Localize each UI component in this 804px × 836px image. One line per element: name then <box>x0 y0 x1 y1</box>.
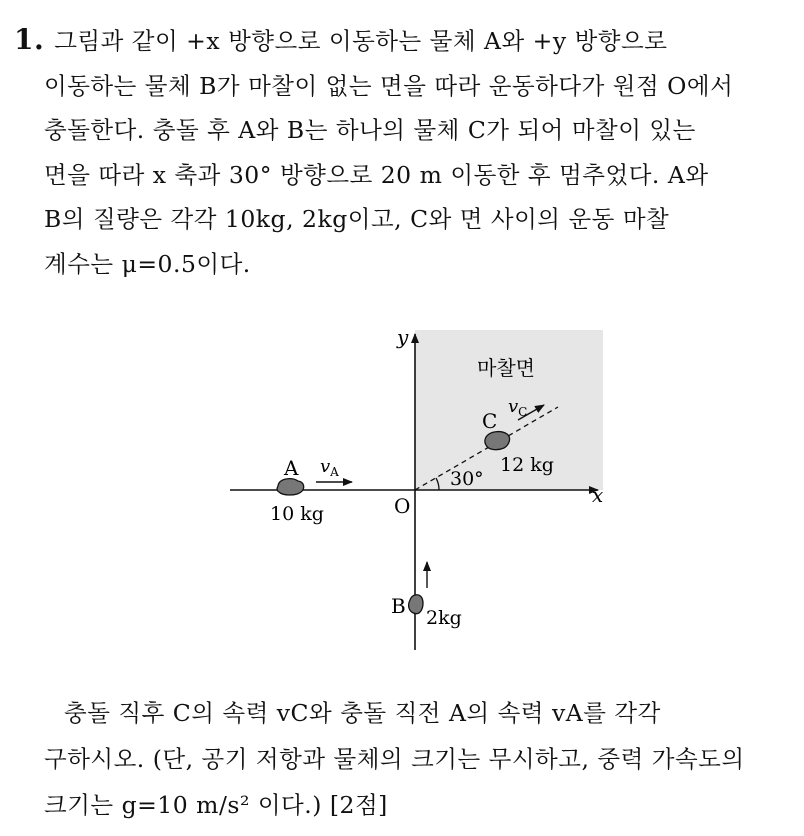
object-a-mass: 10 kg <box>270 503 324 525</box>
problem-line-4: 면을 따라 x 축과 30° 방향으로 20 m 이동한 후 멈추었다. A와 <box>44 160 709 189</box>
question <box>44 690 794 828</box>
problem-line-3: 충돌한다. 충돌 후 A와 B는 하나의 물체 C가 되어 마찰이 있는 <box>44 116 696 144</box>
object-a-label: A <box>284 456 299 480</box>
object-c-velocity-label: $v_C$ <box>508 396 528 419</box>
origin-label: O <box>394 494 411 518</box>
object-c-shape <box>485 432 510 450</box>
object-a-shape <box>277 479 304 495</box>
problem-line-1: 1. 그림과 같이 +x 방향으로 이동하는 물체 A와 +y 방향으로 <box>14 23 668 56</box>
problem-line-6: 계수는 μ=0.5이다. <box>44 249 251 278</box>
question-line-3: 크기는 g=10 m/s² 이다.) [2점] <box>44 791 388 819</box>
problem-line-2: 이동하는 물체 B가 마찰이 없는 면을 따라 운동하다가 원점 O에서 <box>44 71 734 100</box>
collision-figure <box>0 320 804 660</box>
collision-diagram <box>0 320 804 660</box>
object-c-mass: 12 kg <box>500 454 554 476</box>
problem-number: 1. <box>14 23 45 56</box>
problem-statement <box>14 18 794 286</box>
object-c-label: C <box>482 409 498 433</box>
object-b-shape <box>409 595 423 614</box>
y-axis-label: y <box>397 325 409 349</box>
question-line-2: 구하시오. (단, 공기 저항과 물체의 크기는 무시하고, 중력 가속도의 <box>44 745 745 773</box>
friction-surface-label: 마찰면 <box>477 356 535 380</box>
object-b-mass: 2kg <box>426 607 462 629</box>
angle-label: 30° <box>450 468 484 490</box>
object-a-velocity-label: $v_A$ <box>320 456 339 479</box>
object-b-label: B <box>391 594 406 618</box>
x-axis-label: x <box>592 483 604 507</box>
problem-line-5: B의 질량은 각각 10kg, 2kg이고, C와 면 사이의 운동 마찰 <box>44 205 670 233</box>
question-line-1: 충돌 직후 C의 속력 vC와 충돌 직전 A의 속력 vA를 각각 <box>64 699 661 727</box>
